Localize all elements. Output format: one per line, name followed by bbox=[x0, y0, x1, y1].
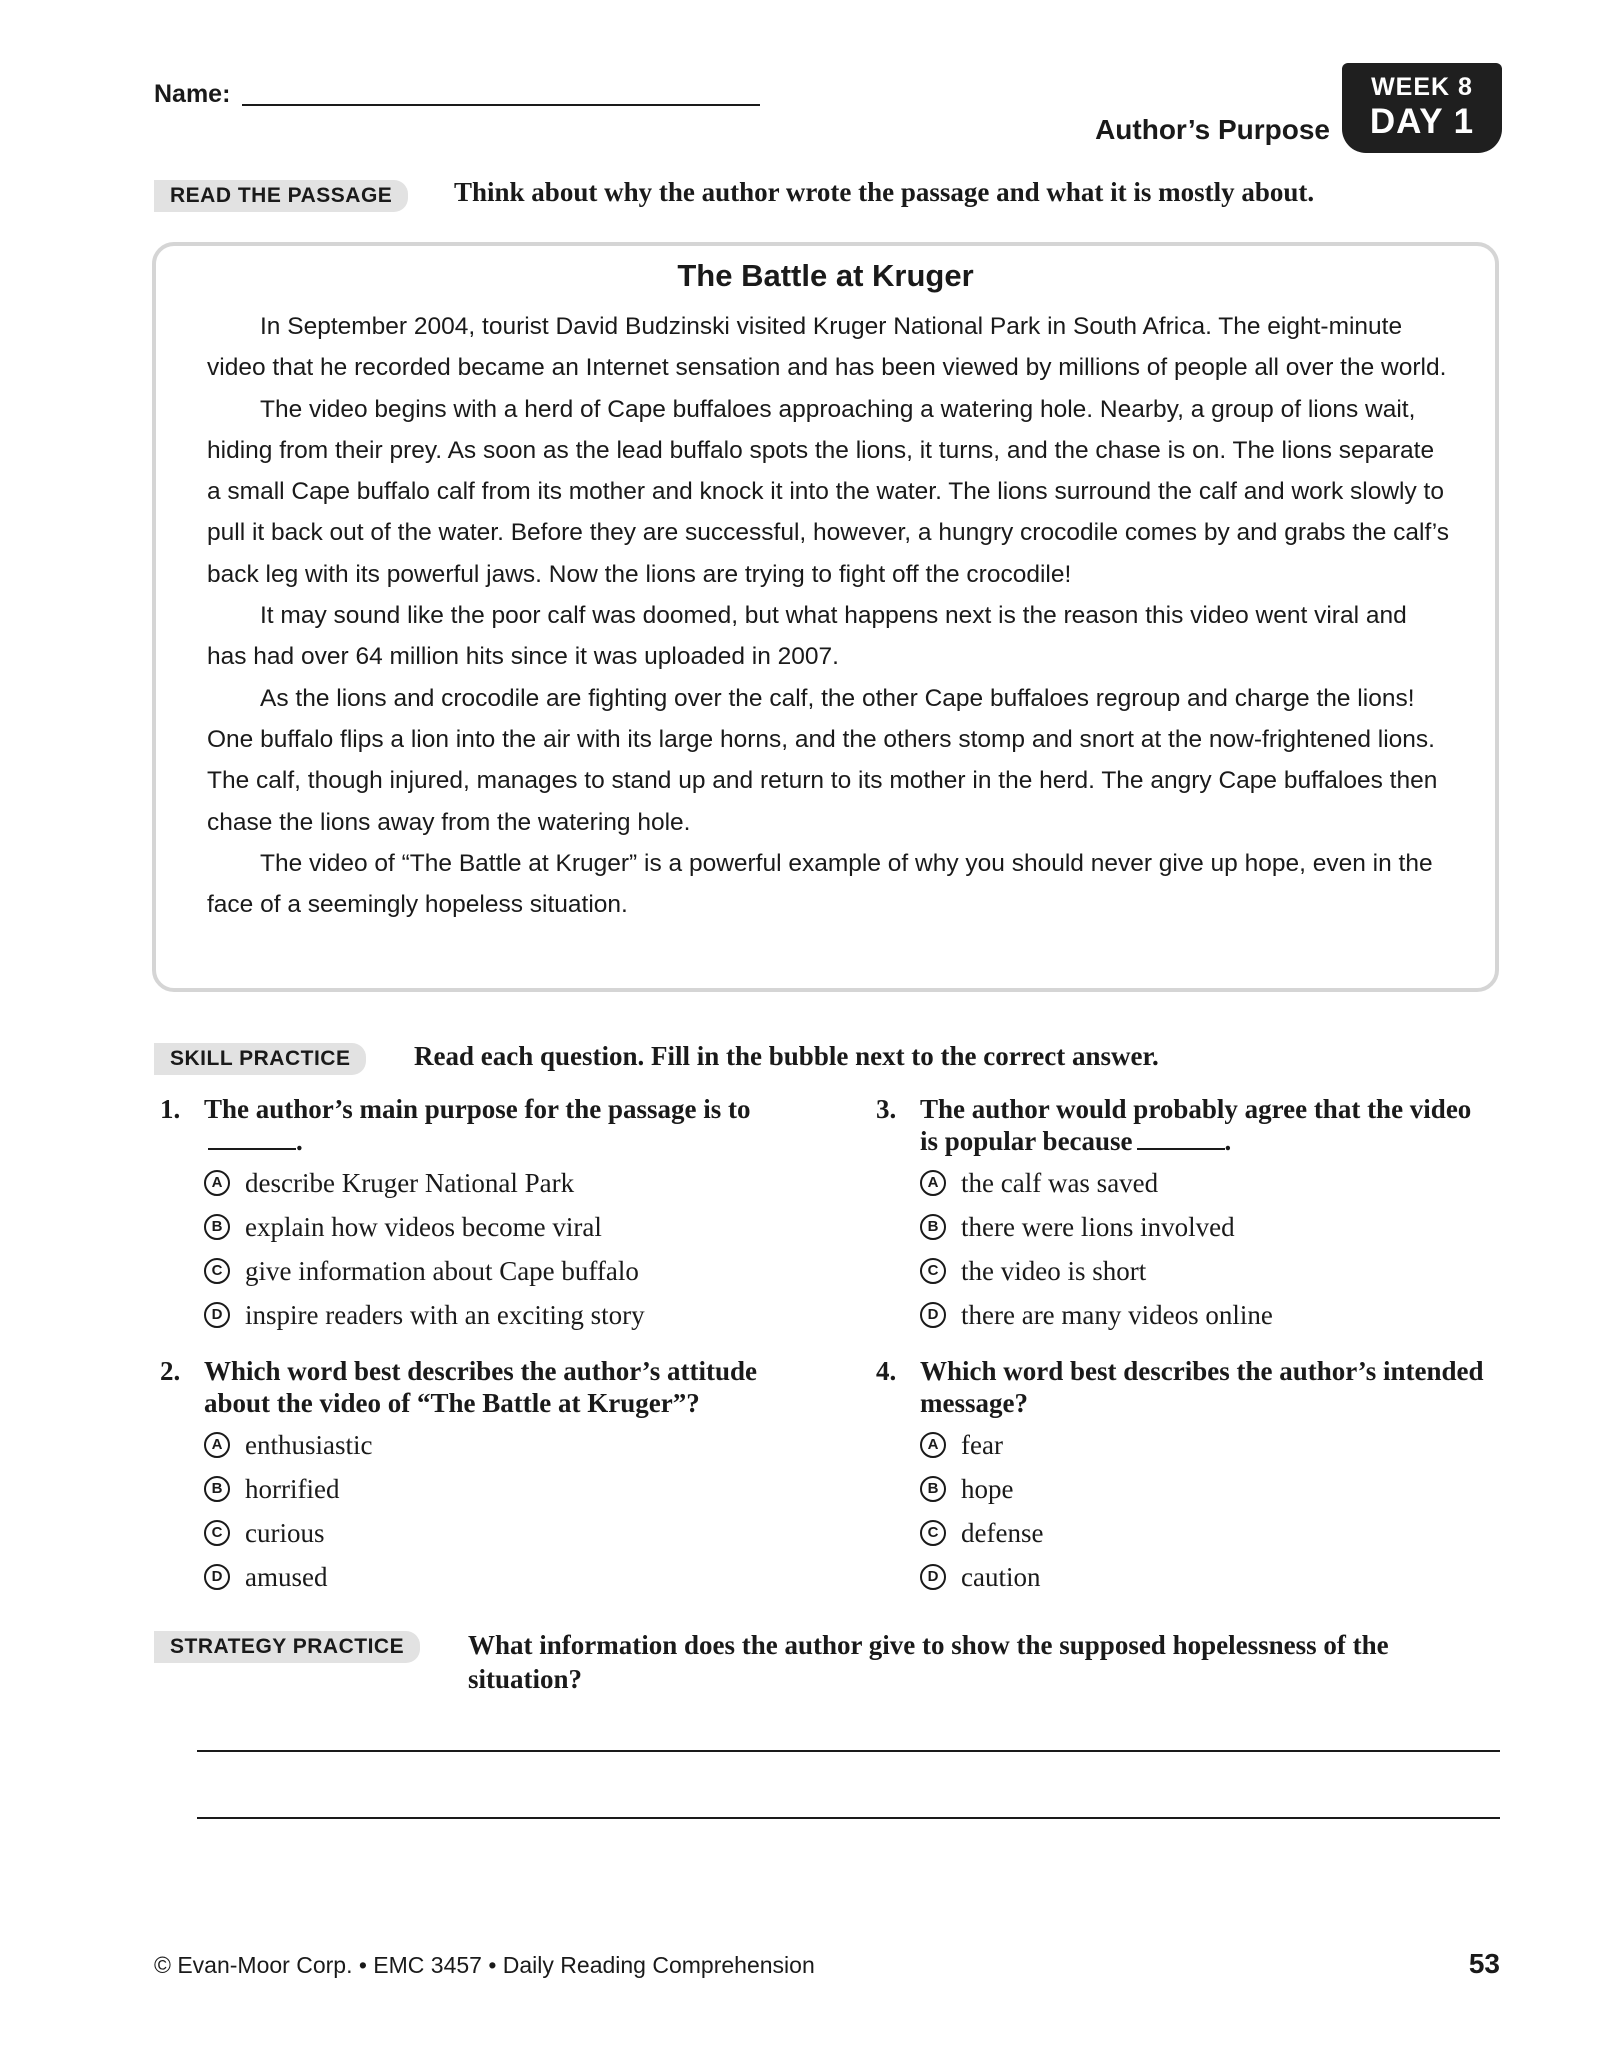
option-b[interactable] bbox=[876, 1205, 1496, 1249]
bubble-c[interactable]: C bbox=[920, 1520, 946, 1546]
passage-paragraph: It may sound like the poor calf was doomed, but what happens next is the reason this video went viral and has had over 64 million hits since it was uploaded in 2007. bbox=[207, 602, 1407, 671]
strategy-practice-question: What information does the author give to show the supposed hopelessness of the situation? bbox=[468, 1630, 1389, 1694]
question-2 bbox=[160, 1355, 800, 1599]
question-text: The author’s main purpose for the passage is to bbox=[204, 1094, 751, 1124]
question-text: The author would probably agree that the video is popular because bbox=[920, 1094, 1472, 1156]
day-label: DAY 1 bbox=[1369, 102, 1475, 141]
option-d[interactable] bbox=[876, 1293, 1496, 1337]
answer-line[interactable] bbox=[197, 1817, 1500, 1819]
skill-practice-label: SKILL PRACTICE bbox=[154, 1043, 366, 1075]
question-stem bbox=[876, 1093, 1496, 1157]
option-text: the calf was saved bbox=[961, 1168, 1159, 1198]
option-text: there were lions involved bbox=[961, 1212, 1235, 1242]
bubble-c[interactable]: C bbox=[204, 1258, 230, 1284]
option-text: curious bbox=[245, 1518, 325, 1548]
question-1 bbox=[160, 1093, 780, 1337]
passage-paragraph: In September 2004, tourist David Budzinski visited Kruger National Park in South Africa. The eight-minute video that he recorded became an Internet sensation and has been viewed by millions of people all over the world. bbox=[207, 313, 1447, 382]
option-text: fear bbox=[961, 1430, 1003, 1460]
bubble-a[interactable]: A bbox=[204, 1432, 230, 1458]
option-text: hope bbox=[961, 1474, 1014, 1504]
bubble-d[interactable]: D bbox=[204, 1564, 230, 1590]
option-text: explain how videos become viral bbox=[245, 1212, 602, 1242]
week-label: WEEK 8 bbox=[1371, 73, 1473, 101]
passage-title: The Battle at Kruger bbox=[677, 258, 974, 293]
option-c[interactable] bbox=[160, 1249, 780, 1293]
option-b[interactable] bbox=[160, 1467, 800, 1511]
stem-end: . bbox=[1224, 1126, 1232, 1156]
option-text: horrified bbox=[245, 1474, 340, 1504]
option-c[interactable] bbox=[876, 1249, 1496, 1293]
bubble-a[interactable]: A bbox=[920, 1432, 946, 1458]
question-stem bbox=[876, 1355, 1506, 1419]
name-label: Name: bbox=[154, 80, 231, 108]
question-3 bbox=[876, 1093, 1496, 1337]
answer-blank bbox=[1137, 1128, 1225, 1150]
strategy-practice-label: STRATEGY PRACTICE bbox=[154, 1631, 420, 1663]
answer-blank bbox=[208, 1128, 296, 1150]
option-d[interactable] bbox=[876, 1555, 1506, 1599]
option-text: inspire readers with an exciting story bbox=[245, 1300, 645, 1330]
bubble-d[interactable]: D bbox=[920, 1302, 946, 1328]
option-text: caution bbox=[961, 1562, 1041, 1592]
option-a[interactable] bbox=[876, 1423, 1506, 1467]
option-a[interactable] bbox=[160, 1161, 780, 1205]
option-text: there are many videos online bbox=[961, 1300, 1273, 1330]
option-a[interactable] bbox=[876, 1161, 1496, 1205]
option-c[interactable] bbox=[160, 1511, 800, 1555]
option-b[interactable] bbox=[876, 1467, 1506, 1511]
question-stem bbox=[160, 1093, 780, 1157]
option-d[interactable] bbox=[160, 1293, 780, 1337]
passage-paragraph: The video begins with a herd of Cape buffaloes approaching a watering hole. Nearby, a group of lions wait, hiding from their prey. As soon as the lead buffalo spots the lions, it turns, and the chase is on. The lions separate a small Cape buffalo calf from its mother and knock it into the water. The lions surround the calf and work slowly to pull it back out of the water. Before they are successful, however, a hungry crocodile comes by and grabs the calf’s back leg with its powerful jaws. Now the lions are trying to fight off the crocodile! bbox=[207, 395, 1449, 588]
question-text: Which word best describes the author’s intended message? bbox=[920, 1356, 1484, 1418]
option-text: defense bbox=[961, 1518, 1044, 1548]
week-day-tab bbox=[1342, 63, 1502, 153]
page-number: 53 bbox=[1468, 1948, 1500, 1979]
bubble-a[interactable]: A bbox=[920, 1170, 946, 1196]
bubble-d[interactable]: D bbox=[204, 1302, 230, 1328]
option-text: amused bbox=[245, 1562, 328, 1592]
bubble-a[interactable]: A bbox=[204, 1170, 230, 1196]
skill-practice-instruction: Read each question. Fill in the bubble next to the correct answer. bbox=[414, 1041, 1159, 1071]
passage-paragraph: The video of “The Battle at Kruger” is a powerful example of why you should never give up hope, even in the face of a seemingly hopeless situation. bbox=[207, 849, 1433, 919]
option-text: describe Kruger National Park bbox=[245, 1168, 575, 1198]
bubble-b[interactable]: B bbox=[920, 1476, 946, 1502]
option-text: enthusiastic bbox=[245, 1430, 373, 1460]
option-b[interactable] bbox=[160, 1205, 780, 1249]
bubble-b[interactable]: B bbox=[204, 1476, 230, 1502]
bubble-c[interactable]: C bbox=[204, 1520, 230, 1546]
option-a[interactable] bbox=[160, 1423, 800, 1467]
read-passage-label: READ THE PASSAGE bbox=[154, 180, 408, 212]
passage-body bbox=[207, 306, 1452, 925]
question-stem bbox=[160, 1355, 800, 1419]
stem-end: . bbox=[296, 1126, 303, 1156]
question-number: 3. bbox=[876, 1094, 897, 1124]
bubble-b[interactable]: B bbox=[920, 1214, 946, 1240]
skill-title: Author’s Purpose bbox=[1095, 114, 1330, 145]
read-passage-instruction: Think about why the author wrote the passage and what it is mostly about. bbox=[454, 177, 1315, 207]
footer-copyright: © Evan-Moor Corp. • EMC 3457 • Daily Reading Comprehension bbox=[154, 1952, 815, 1978]
bubble-b[interactable]: B bbox=[204, 1214, 230, 1240]
option-c[interactable] bbox=[876, 1511, 1506, 1555]
option-text: the video is short bbox=[961, 1256, 1147, 1286]
passage-paragraph: As the lions and crocodile are fighting over the calf, the other Cape buffaloes regroup and charge the lions! One buffalo flips a lion into the air with its large horns, and the others stomp and snort at the now-frightened lions. The calf, though injured, manages to stand up and return to its mother in the herd. The angry Cape buffaloes then chase the lions away from the watering hole. bbox=[207, 684, 1438, 836]
answer-line[interactable] bbox=[197, 1750, 1500, 1752]
name-field[interactable] bbox=[242, 104, 760, 106]
question-number: 1. bbox=[160, 1094, 181, 1124]
option-d[interactable] bbox=[160, 1555, 800, 1599]
question-text: Which word best describes the author’s attitude about the video of “The Battle at Kruger”? bbox=[204, 1356, 757, 1418]
question-4 bbox=[876, 1355, 1506, 1599]
bubble-d[interactable]: D bbox=[920, 1564, 946, 1590]
option-text: give information about Cape buffalo bbox=[245, 1256, 639, 1286]
question-number: 4. bbox=[876, 1356, 897, 1386]
bubble-c[interactable]: C bbox=[920, 1258, 946, 1284]
question-number: 2. bbox=[160, 1356, 181, 1386]
